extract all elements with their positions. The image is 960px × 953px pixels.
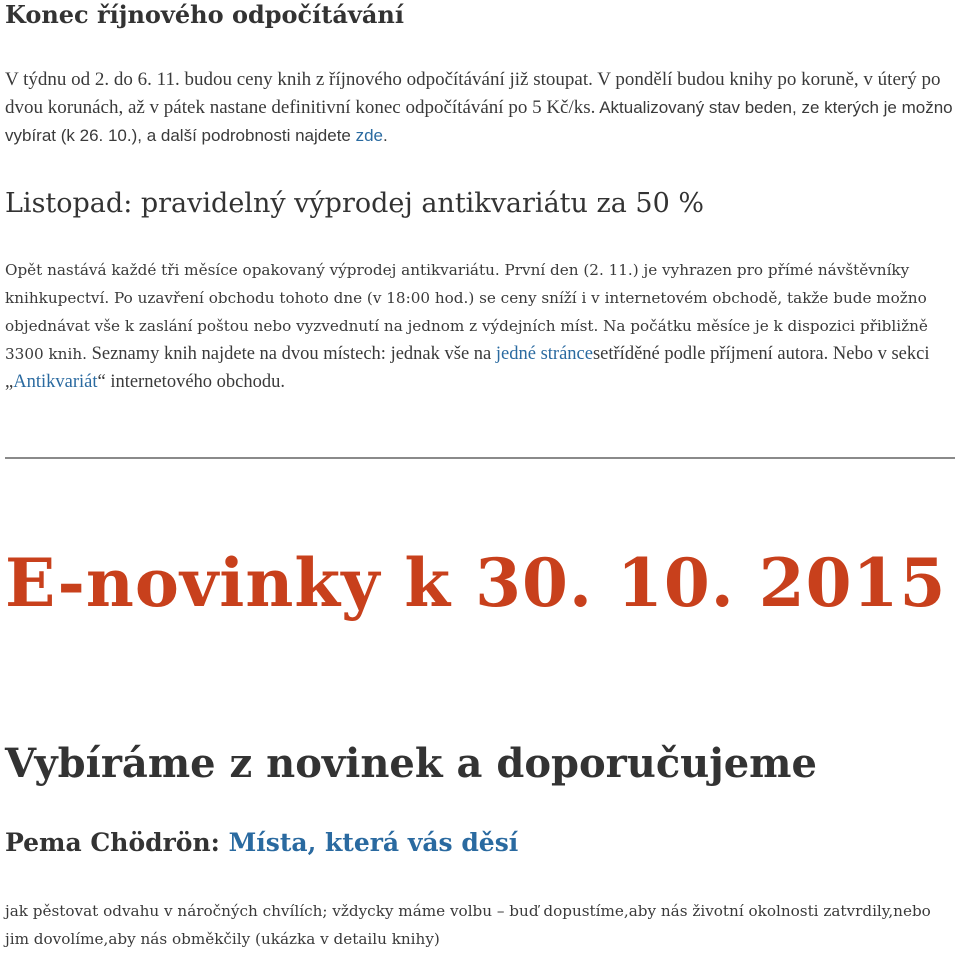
november-text-4: “ internetového obchodu.: [97, 372, 285, 392]
antikvariat-link[interactable]: Antikvariát: [13, 372, 98, 392]
november-sale-paragraph: [5, 256, 955, 396]
october-text-2: Aktualizovaný stav beden, ze kterých je možno vybírat (k 26. 10.), a další podrobnosti najdete: [5, 98, 953, 145]
book-author: Pema Chödrön:: [5, 828, 229, 857]
november-text-1: Opět nastává každé tři měsíce opakovaný výprodej antikvariátu. První den (2. 11.) je vyhrazen pro přímé návštěvníky knihkupectví. Po uzavření obchodu tohoto dne (v 18:00 hod.) se ceny sníží i v internetovém obchodě, takže bude možno objednávat vše k zaslání poštou nebo vyzvednutí na jednom z výdejních míst. Na počátku měsíce je k dispozici přibližně 3300 knih.: [5, 261, 928, 363]
october-countdown-heading: Konec říjnového odpočítávání: [5, 0, 404, 29]
single-page-list-link[interactable]: jedné stránce: [495, 344, 593, 364]
october-text-1: V týdnu od 2. do 6. 11. budou ceny knih z říjnového odpočítávání již stoupat. V pondělí budou knihy po koruně, v úterý po dvou korunách, až v pátek nastane definitivní konec odpočítávání po 5 Kč/ks.: [5, 69, 941, 118]
november-text-2: Seznamy knih najdete na dvou místech: jednak vše na: [86, 344, 496, 364]
october-countdown-paragraph: [5, 66, 955, 150]
november-text-3: setříděné podle příjmení autora. Nebo v sekci „: [5, 344, 930, 392]
zde-link[interactable]: zde: [355, 126, 384, 145]
recommendations-heading: Vybíráme z novinek a doporučujeme: [5, 740, 817, 787]
enovinky-heading: E-novinky k 30. 10. 2015: [5, 544, 947, 622]
section-divider: [5, 457, 955, 459]
book-heading: [5, 826, 518, 860]
november-sale-heading: Listopad: pravidelný výprodej antikvariátu za 50 %: [5, 188, 704, 219]
october-period: .: [383, 126, 388, 145]
book-title-link[interactable]: Místa, která vás děsí: [228, 828, 519, 857]
book-description: jak pěstovat odvahu v náročných chvílích; vždycky máme volbu – buď dopustíme,aby nás životní okolnosti zatvrdily,nebo jim dovolíme,aby nás obměkčily (ukázka v detailu knihy): [5, 902, 931, 948]
